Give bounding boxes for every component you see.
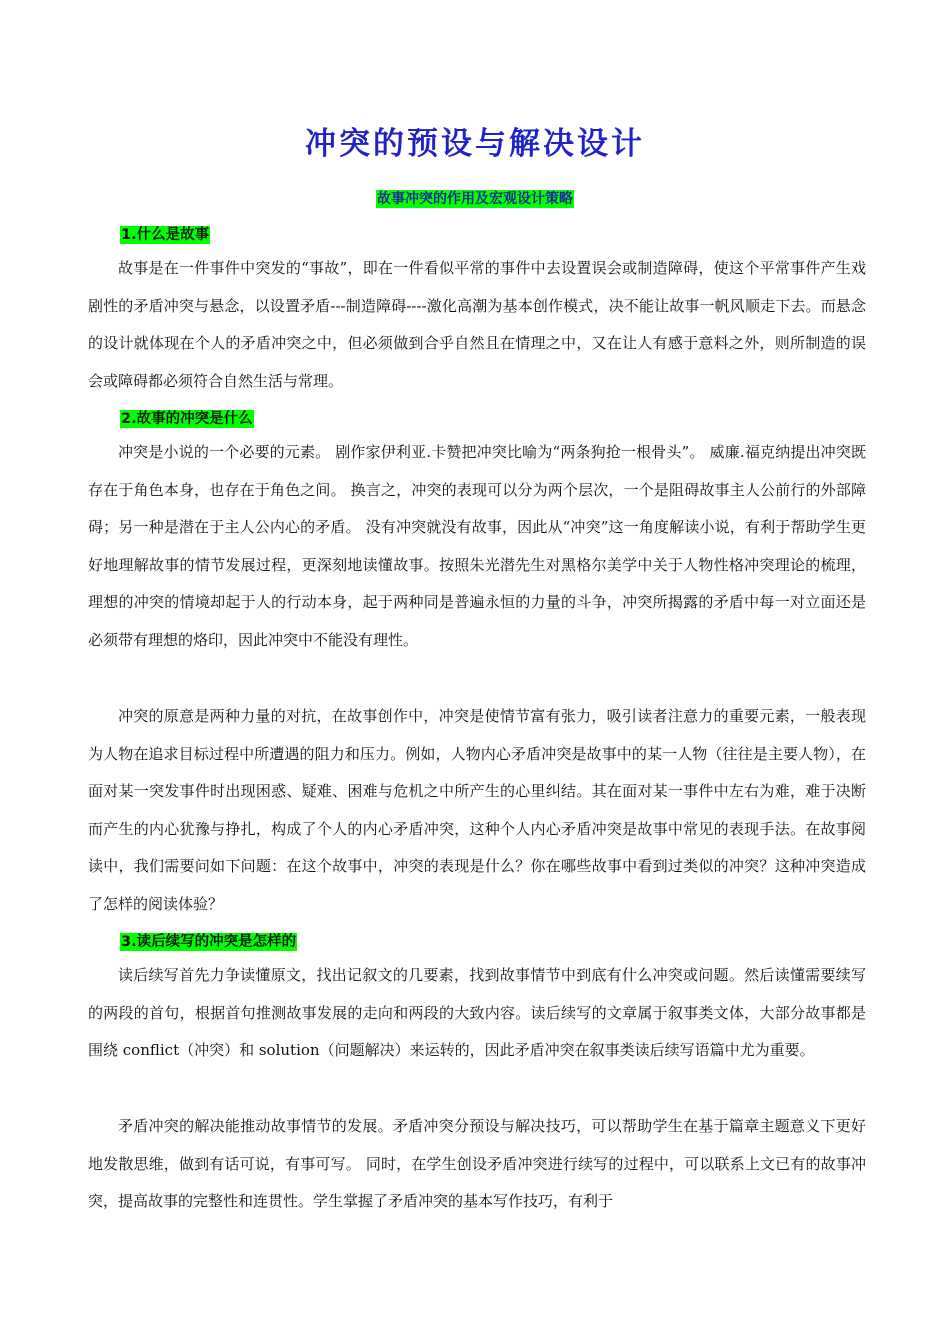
paragraph: 故事是在一件事件中突发的“事故”，即在一件看似平常的事件中去设置误会或制造障碍，使这个平常事件产生戏剧性的矛盾冲突与悬念，以设置矛盾---制造障碍----激化高潮为基本创作模式，决不能让故事一帆风顺走下去。而悬念的设计就体现在个人的矛盾冲突之中，但必须做到合乎自然且在情理之中，又在让人有感于意料之外，则所制造的误会或障碍都必须符合自然生活与常理。 (88, 259, 866, 390)
subtitle-container (0, 188, 950, 208)
section-heading-1: 1.什么是故事 (121, 227, 210, 243)
section-heading-3: 3.读后续写的冲突是怎样的 (121, 934, 297, 950)
paragraph: 读后续写首先力争读懂原文，找出记叙文的几要素，找到故事情节中到底有什么冲突或问题。然后读懂需要续写的两段的首句，根据首句推测故事发展的走向和两段的大致内容。读后续写的文章属于叙事类文体，大部分故事都是围绕 conflict（冲突）和 solution（问题解决）来运转的，因此矛盾冲突在叙事类读后续写语篇中尤为重要。 (88, 966, 866, 1059)
paragraph: 矛盾冲突的解决能推动故事情节的发展。矛盾冲突分预设与解决技巧，可以帮助学生在基于篇章主题意义下更好地发散思维，做到有话可说，有事可写。 同时，在学生创设矛盾冲突进行续写的过程中，可以联系上文已有的故事冲突，提高故事的完整性和连贯性。学生掌握了矛盾冲突的基本写作技巧，有利于 (88, 1117, 866, 1210)
section-heading-2: 2.故事的冲突是什么 (121, 411, 253, 427)
paragraph: 冲突是小说的一个必要的元素。 剧作家伊利亚.卡赞把冲突比喻为“两条狗抢一根骨头”。 威廉.福克纳提出冲突既存在于角色本身，也存在于角色之间。 换言之，冲突的表现可以分为两个层次，一个是阻碍故事主人公前行的外部障碍；另一种是潜在于主人公内心的矛盾。 没有冲突就没有故事，因此从“冲突”这一角度解读小说，有利于帮助学生更好地理解故事的情节发展过程，更深刻地读懂故事。按照朱光潜先生对黑格尔美学中关于人物性格冲突理论的梳理，理想的冲突的情境却起于人的行动本身，起于两种同是普遍永恒的力量的斗争，冲突所揭露的矛盾中每一对立面还是必须带有理想的烙印，因此冲突中不能没有理性。 (88, 443, 866, 649)
paragraph: 冲突的原意是两种力量的对抗，在故事创作中，冲突是使情节富有张力，吸引读者注意力的重要元素，一般表现为人物在追求目标过程中所遭遇的阻力和压力。例如，人物内心矛盾冲突是故事中的某一人物（往往是主要人物），在面对某一突发事件时出现困惑、疑难、困难与危机之中所产生的心里纠结。其在面对某一事件中左右为难，难于决断而产生的内心犹豫与挣扎，构成了个人的内心矛盾冲突，这种个人内心矛盾冲突是故事中常见的表现手法。在故事阅读中，我们需要问如下问题：在这个故事中，冲突的表现是什么？你在哪些故事中看到过类似的冲突？这种冲突造成了怎样的阅读体验？ (88, 707, 866, 913)
subtitle: 故事冲突的作用及宏观设计策略 (377, 191, 573, 207)
page-title: 冲突的预设与解决设计 (305, 126, 645, 162)
